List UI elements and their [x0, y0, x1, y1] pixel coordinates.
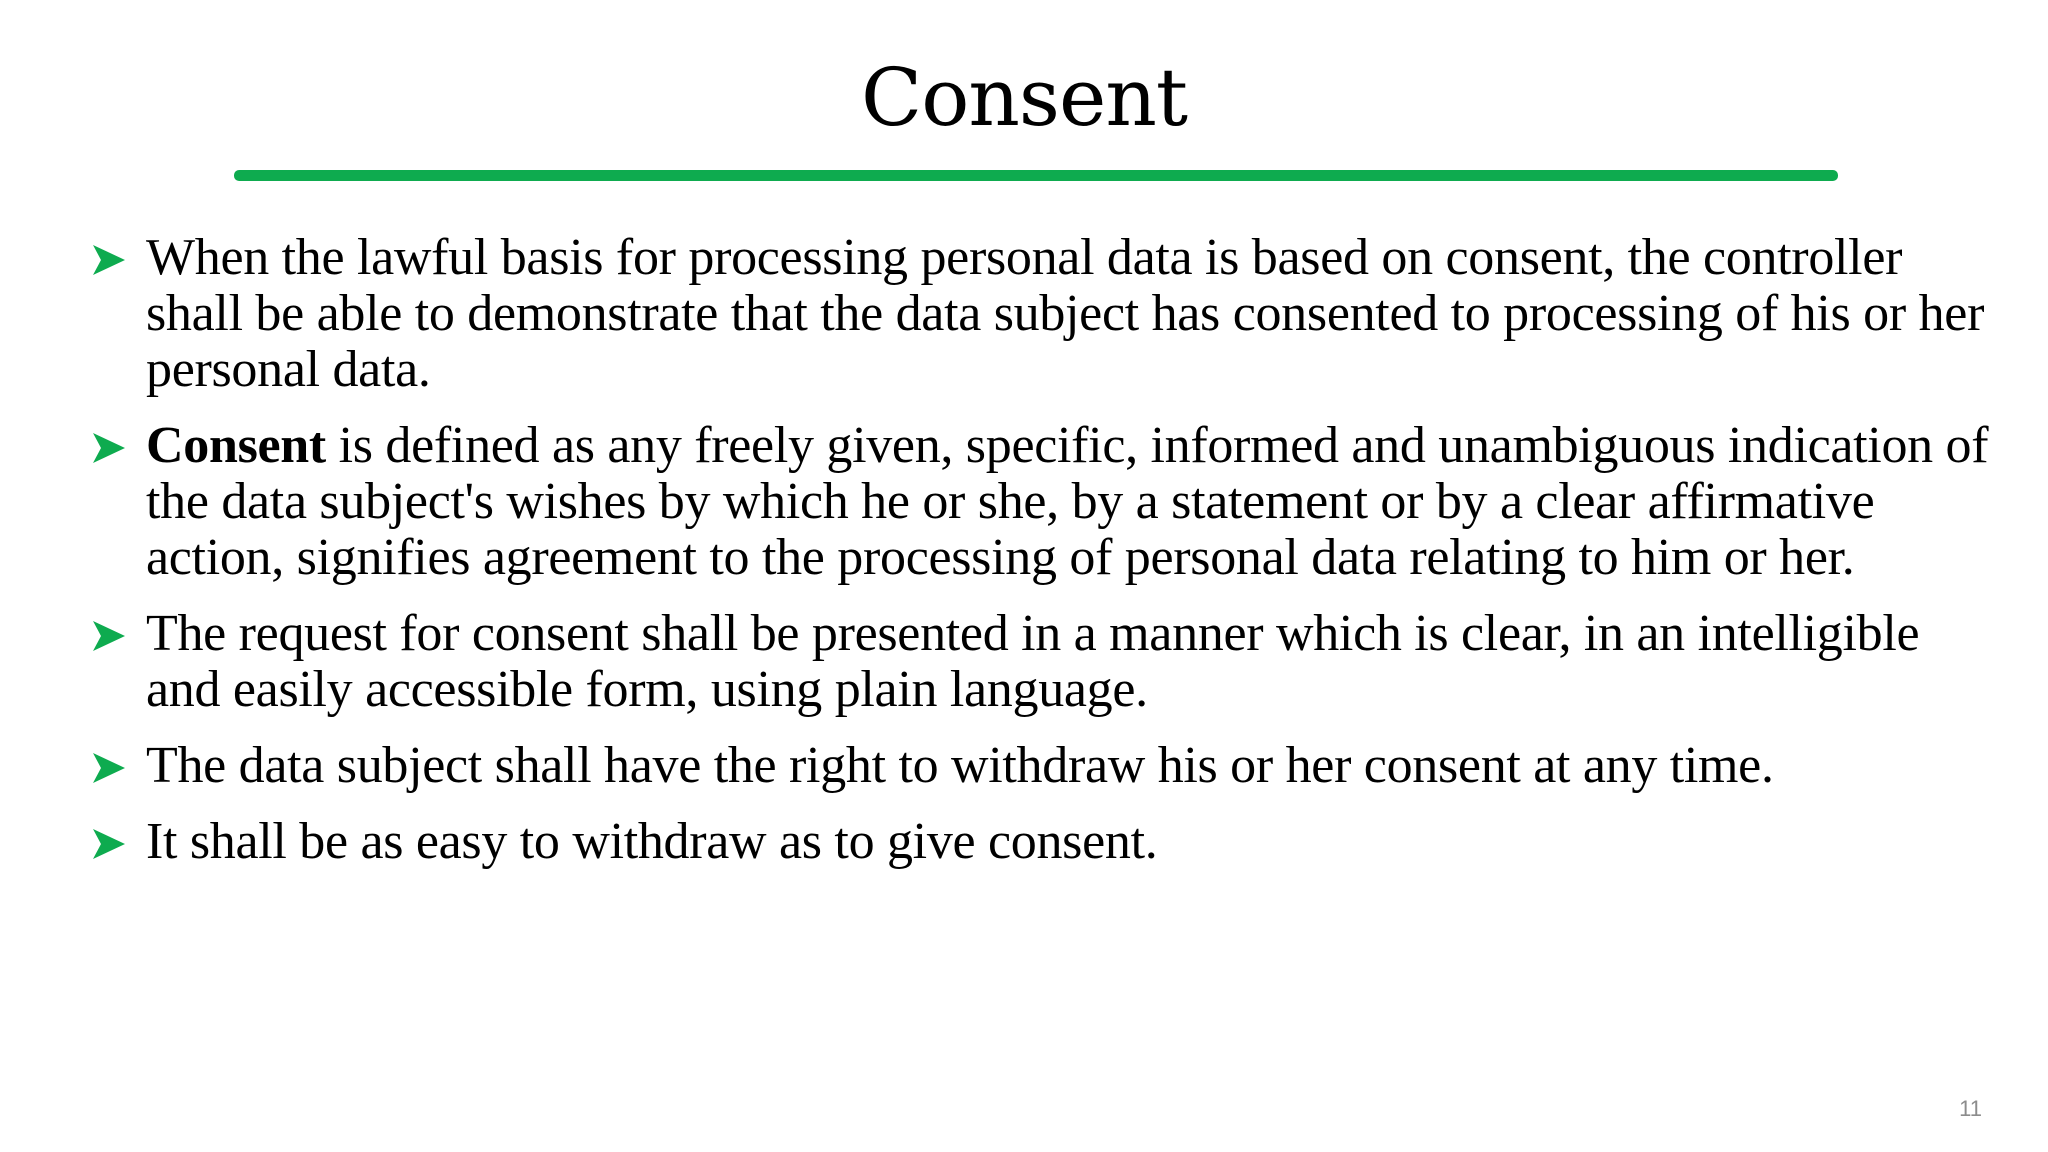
bullet-item-consent-definition: [92, 418, 1997, 586]
bullet-text: When the lawful basis for processing personal data is based on consent, the controller shall be able to demonstrate that the data subject has consented to processing of his or her personal data.: [146, 229, 1985, 398]
bullet-item-request-clarity: [92, 606, 1997, 718]
arrowhead-bullet-icon: [92, 828, 126, 860]
bullet-text: The data subject shall have the right to withdraw his or her consent at any time.: [146, 737, 1774, 794]
bullet-item-right-to-withdraw: [92, 738, 1997, 794]
title-underline: [234, 170, 1838, 181]
arrowhead-bullet-icon: [92, 752, 126, 784]
slide-title: Consent: [861, 51, 1187, 144]
arrowhead-bullet-icon: [92, 432, 126, 464]
bullet-item-easy-withdraw: [92, 814, 1997, 870]
page-number: 11: [1959, 1096, 1982, 1121]
bullet-text: The request for consent shall be presented in a manner which is clear, in an intelligible and easily accessible form, using plain language.: [146, 605, 1920, 718]
arrowhead-bullet-icon: [92, 620, 126, 652]
bullet-text: It shall be as easy to withdraw as to give consent.: [146, 813, 1158, 870]
bullet-text: Consent is defined as any freely given, specific, informed and unambiguous indication of the data subject's wishes by which he or she, by a statement or by a clear affirmative action, signifies agreement to the processing of personal data relating to him or her.: [146, 417, 1989, 586]
bullet-list: [92, 230, 1997, 890]
bullet-item-lawful-basis: [92, 230, 1997, 398]
arrowhead-bullet-icon: [92, 244, 126, 276]
bold-term-consent: Consent: [146, 417, 326, 474]
